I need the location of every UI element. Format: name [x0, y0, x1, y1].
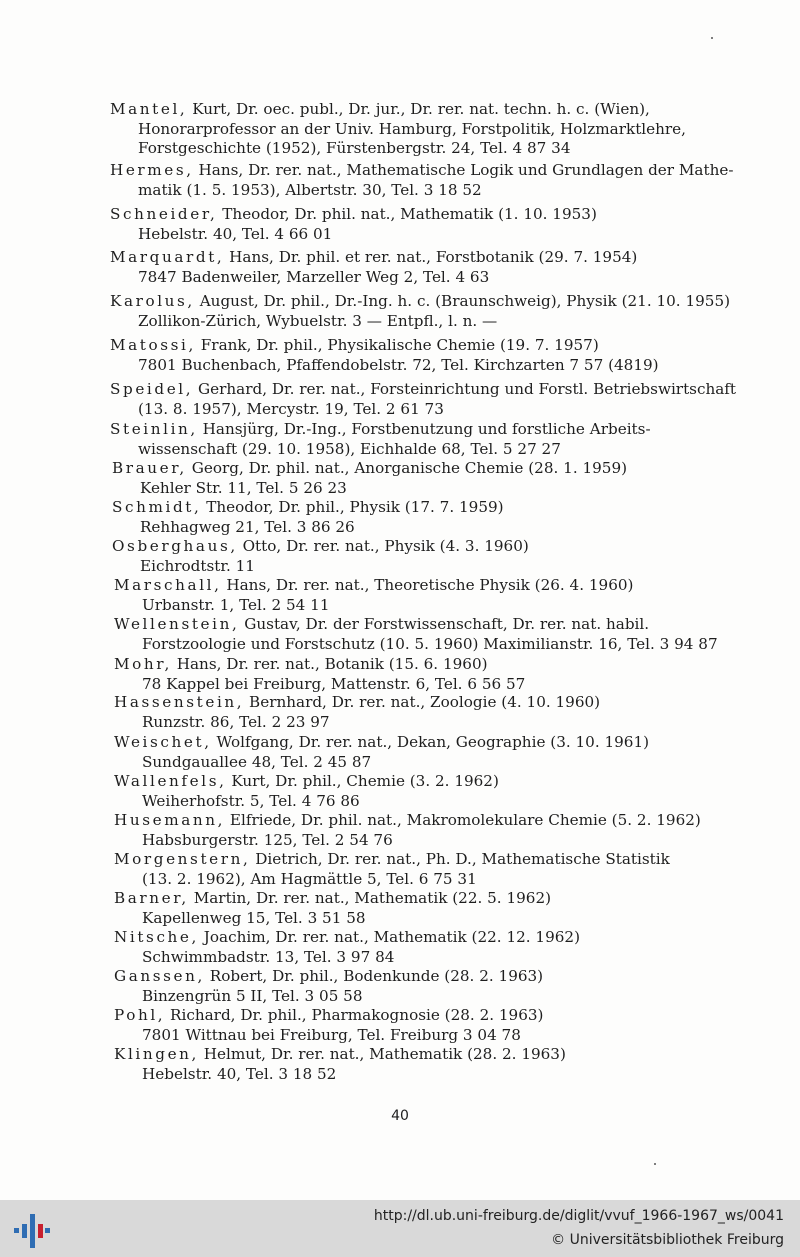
entry-details: Georg, Dr. phil. nat., Anorganische Chemie (28. 1. 1959) [186, 459, 628, 477]
faculty-entry [110, 292, 750, 331]
entry-continuation-line: matik (1. 5. 1953), Albertstr. 30, Tel. 3 18 52 [138, 180, 482, 199]
entry-surname: Wallenfels, [114, 772, 227, 790]
faculty-entry [110, 420, 750, 459]
entry-details: Gerhard, Dr. rer. nat., Forsteinrichtung und Forstl. Betriebswirtschaft [193, 380, 737, 398]
entry-first-line [112, 459, 752, 479]
faculty-entry [110, 248, 750, 287]
entry-surname: Schneider, [110, 205, 218, 223]
entry-surname: Ganssen, [114, 967, 205, 985]
entry-details: Elfriede, Dr. phil. nat., Makromolekulare Chemie (5. 2. 1962) [225, 811, 701, 829]
entry-continuation-line: wissenschaft (29. 10. 1958), Eichhalde 68, Tel. 5 27 27 [138, 439, 561, 458]
faculty-entry [114, 615, 754, 654]
entry-surname: Steinlin, [110, 420, 198, 438]
entry-surname: Karolus, [110, 292, 195, 310]
entry-surname: Hassenstein, [114, 693, 245, 711]
entry-details: Hans, Dr. rer. nat., Mathematische Logik und Grundlagen der Mathe- [193, 161, 734, 179]
entry-details: Joachim, Dr. rer. nat., Mathematik (22. 12. 1962) [198, 928, 580, 946]
entry-surname: Brauer, [112, 459, 187, 477]
entry-details: Helmut, Dr. rer. nat., Mathematik (28. 2. 1963) [198, 1045, 566, 1063]
scan-speck [654, 1163, 656, 1165]
entry-first-line [114, 850, 754, 870]
entry-surname: Weischet, [114, 733, 212, 751]
entry-details: Hans, Dr. rer. nat., Theoretische Physik (26. 4. 1960) [221, 576, 634, 594]
entry-details: Hans, Dr. rer. nat., Botanik (15. 6. 1960) [171, 655, 488, 673]
faculty-entry [110, 161, 750, 200]
entry-continuation-line: Habsburgerstr. 125, Tel. 2 54 76 [142, 830, 393, 849]
entry-details: Martin, Dr. rer. nat., Mathematik (22. 5. 1962) [188, 889, 552, 907]
entry-first-line [110, 161, 750, 181]
entry-details: Richard, Dr. phil., Pharmakognosie (28. 2. 1963) [165, 1006, 544, 1024]
entry-first-line [110, 100, 750, 120]
faculty-entry [110, 100, 750, 159]
entry-details: Kurt, Dr. oec. publ., Dr. jur., Dr. rer. nat. techn. h. c. (Wien), [187, 100, 650, 118]
entry-surname: Morgenstern, [114, 850, 251, 868]
entry-surname: Husemann, [114, 811, 226, 829]
entry-surname: Speidel, [110, 380, 194, 398]
library-logo-icon [12, 1210, 52, 1250]
faculty-entry [114, 967, 754, 1006]
entry-surname: Matossi, [110, 336, 196, 354]
entry-first-line [110, 380, 750, 400]
entry-continuation-line: Urbanstr. 1, Tel. 2 54 11 [142, 595, 330, 614]
faculty-entry [114, 889, 754, 928]
entry-continuation-line: (13. 8. 1957), Mercystr. 19, Tel. 2 61 73 [138, 399, 444, 418]
faculty-entry [114, 928, 754, 967]
entry-continuation-line: Kapellenweg 15, Tel. 3 51 58 [142, 908, 366, 927]
entry-continuation-line: Hebelstr. 40, Tel. 4 66 01 [138, 224, 333, 243]
entry-first-line [114, 1045, 754, 1065]
faculty-entry [110, 380, 750, 419]
faculty-entry [114, 1045, 754, 1084]
faculty-entry [112, 537, 752, 576]
entry-first-line [114, 1006, 754, 1026]
footer-copyright: © Universitätsbibliothek Freiburg [551, 1232, 784, 1248]
page-number: 40 [391, 1108, 409, 1124]
entry-details: Kurt, Dr. phil., Chemie (3. 2. 1962) [226, 772, 499, 790]
entry-continuation-line: Forstgeschichte (1952), Fürstenbergstr. 24, Tel. 4 87 34 [138, 139, 571, 157]
entry-details: Frank, Dr. phil., Physikalische Chemie (19. 7. 1957) [195, 336, 599, 354]
entry-surname: Wellenstein, [114, 615, 240, 633]
faculty-entry [112, 498, 752, 537]
entry-details: Gustav, Dr. der Forstwissenschaft, Dr. rer. nat. habil. [239, 615, 650, 633]
entry-surname: Mantel, [110, 100, 188, 118]
entry-first-line [114, 811, 754, 831]
entry-continuation-line: Eichrodtstr. 11 [140, 556, 255, 575]
entry-continuation-line: Zollikon-Zürich, Wybuelstr. 3 — Entpfl., l. n. — [138, 311, 498, 330]
entry-surname: Hermes, [110, 161, 194, 179]
entry-continuation-line: Honorarprofessor an der Univ. Hamburg, Forstpolitik, Holzmarktlehre, [138, 119, 686, 138]
entry-first-line [110, 292, 750, 312]
entry-surname: Klingen, [114, 1045, 199, 1063]
entry-continuation-line: Rehhagweg 21, Tel. 3 86 26 [140, 517, 355, 536]
entry-details: Wolfgang, Dr. rer. nat., Dekan, Geographie (3. 10. 1961) [211, 733, 650, 751]
faculty-entry [114, 1006, 754, 1045]
entry-surname: Nitsche, [114, 928, 199, 946]
entry-surname: Marquardt, [110, 248, 225, 266]
entry-details: Robert, Dr. phil., Bodenkunde (28. 2. 1963) [204, 967, 544, 985]
entry-details: Hansjürg, Dr.-Ing., Forstbenutzung und forstliche Arbeits- [197, 420, 651, 438]
faculty-entry [114, 655, 754, 694]
entry-continuation-line: 7801 Buchenbach, Pfaffendobelstr. 72, Tel. Kirchzarten 7 57 (4819) [138, 355, 659, 374]
entry-first-line [110, 420, 750, 440]
entry-details: Otto, Dr. rer. nat., Physik (4. 3. 1960) [237, 537, 529, 555]
entry-continuation-line: Forstzoologie und Forstschutz (10. 5. 1960) Maximilianstr. 16, Tel. 3 94 87 [142, 634, 718, 653]
faculty-entry [110, 336, 750, 375]
entry-continuation-line: Kehler Str. 11, Tel. 5 26 23 [140, 478, 347, 497]
entry-details: Bernhard, Dr. rer. nat., Zoologie (4. 10. 1960) [244, 693, 601, 711]
entry-surname: Schmidt, [112, 498, 202, 516]
entry-first-line [112, 498, 752, 518]
entry-first-line [114, 655, 754, 675]
entry-continuation-line: 7801 Wittnau bei Freiburg, Tel. Freiburg 3 04 78 [142, 1025, 521, 1044]
entry-surname: Osberghaus, [112, 537, 238, 555]
entry-surname: Barner, [114, 889, 189, 907]
entry-surname: Mohr, [114, 655, 172, 673]
entry-continuation-line: Weiherhofstr. 5, Tel. 4 76 86 [142, 791, 360, 810]
entry-continuation-line: Sundgauallee 48, Tel. 2 45 87 [142, 752, 372, 771]
entry-first-line [114, 693, 754, 713]
entry-continuation-line: (13. 2. 1962), Am Hagmättle 5, Tel. 6 75 31 [142, 869, 477, 888]
entry-details: Dietrich, Dr. rer. nat., Ph. D., Mathematische Statistik [250, 850, 670, 868]
entry-surname: Marschall, [114, 576, 222, 594]
faculty-entry [114, 576, 754, 615]
entry-continuation-line: 7847 Badenweiler, Marzeller Weg 2, Tel. 4 63 [138, 267, 490, 286]
entry-continuation-line: Hebelstr. 40, Tel. 3 18 52 [142, 1064, 337, 1083]
entry-details: Theodor, Dr. phil., Physik (17. 7. 1959) [201, 498, 504, 516]
faculty-entry [110, 205, 750, 244]
entry-first-line [112, 537, 752, 557]
faculty-entry [114, 850, 754, 889]
entry-first-line [114, 772, 754, 792]
entry-surname: Pohl, [114, 1006, 166, 1024]
entry-details: August, Dr. phil., Dr.-Ing. h. c. (Braunschweig), Physik (21. 10. 1955) [194, 292, 731, 310]
faculty-entry [112, 459, 752, 498]
scan-speck [711, 37, 713, 39]
entry-first-line [114, 733, 754, 753]
entry-first-line [114, 615, 754, 635]
entry-first-line [114, 967, 754, 987]
footer-bar [0, 1200, 800, 1257]
entry-details: Theodor, Dr. phil. nat., Mathematik (1. 10. 1953) [217, 205, 597, 223]
faculty-entry [114, 733, 754, 772]
faculty-entry [114, 811, 754, 850]
faculty-entry [114, 772, 754, 811]
footer-url-link[interactable]: http://dl.ub.uni-freiburg.de/diglit/vvuf_1966-1967_ws/0041 [373, 1208, 784, 1224]
entry-continuation-line: Binzengrün 5 II, Tel. 3 05 58 [142, 986, 363, 1005]
entry-continuation-line: Schwimmbadstr. 13, Tel. 3 97 84 [142, 947, 395, 966]
entry-continuation-line: 78 Kappel bei Freiburg, Mattenstr. 6, Tel. 6 56 57 [142, 674, 526, 693]
entry-first-line [114, 576, 754, 596]
entry-first-line [110, 336, 750, 356]
entry-continuation-line: Runzstr. 86, Tel. 2 23 97 [142, 712, 330, 731]
entry-details: Hans, Dr. phil. et rer. nat., Forstbotanik (29. 7. 1954) [224, 248, 638, 266]
entry-first-line [110, 248, 750, 268]
entry-first-line [114, 889, 754, 909]
faculty-entry [114, 693, 754, 732]
entry-first-line [110, 205, 750, 225]
entry-first-line [114, 928, 754, 948]
